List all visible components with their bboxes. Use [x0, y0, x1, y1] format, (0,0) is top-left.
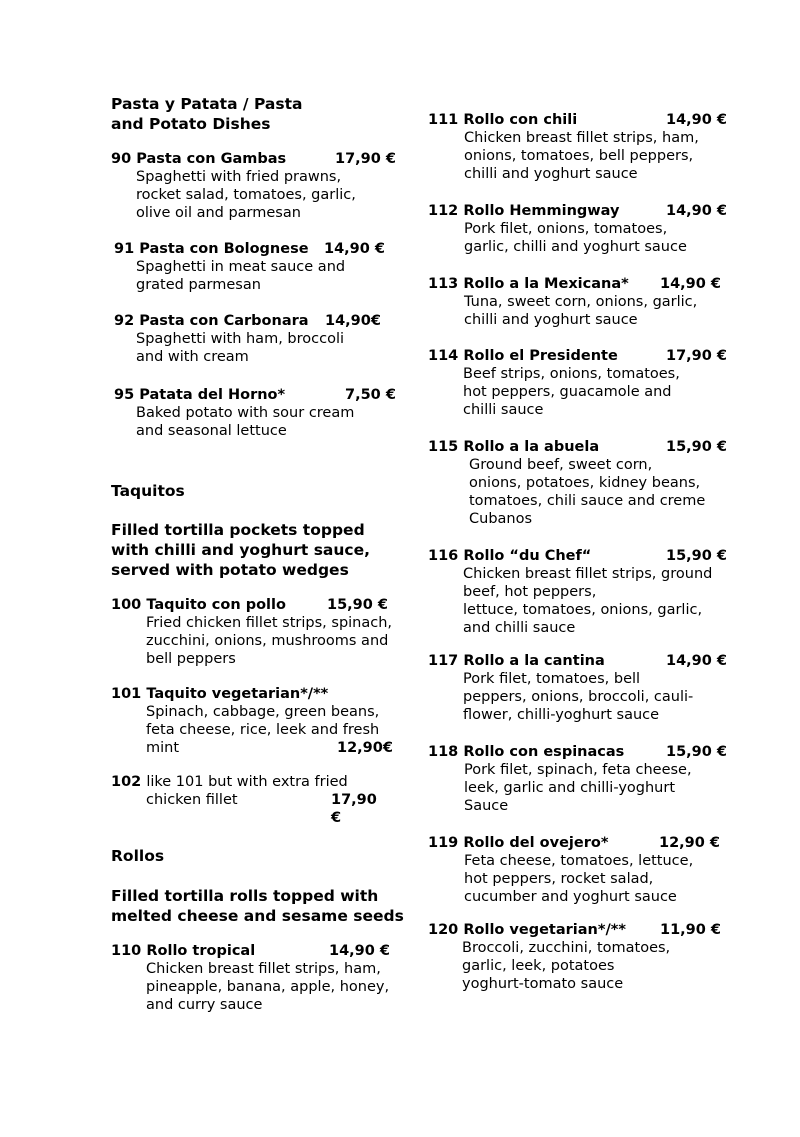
item-number: 90	[111, 151, 132, 167]
menu-item-119	[428, 834, 721, 906]
item-name: Rollo vegetarian*/**	[463, 922, 626, 938]
menu-item-100	[111, 596, 392, 668]
item-number: 111	[428, 112, 459, 128]
item-number: 112	[428, 203, 459, 219]
item-number: 113	[428, 276, 459, 292]
item-description: Pork filet, onions, tomatoes, garlic, chilli and yoghurt sauce	[464, 221, 687, 255]
item-number: 101	[111, 686, 142, 702]
rollos-heading: Rollos	[111, 847, 165, 865]
menu-item-91	[111, 240, 386, 294]
taquitos-heading: Taquitos	[111, 482, 185, 500]
menu-item-102	[111, 773, 377, 826]
item-name: Patata del Horno*	[139, 387, 286, 403]
item-name: Taquito vegetarian*/**	[146, 686, 329, 702]
item-number: 100	[111, 597, 142, 613]
item-name: Pasta con Gambas	[136, 151, 287, 167]
item-name: Rollo “du Chef“	[463, 548, 592, 564]
item-name: Rollo del ovejero*	[463, 835, 609, 851]
item-description: Ground beef, sweet corn, onions, potatoes, kidney beans, tomatoes, chili sauce and creme Cubanos	[469, 457, 706, 527]
item-name: Rollo con espinacas	[463, 744, 625, 760]
item-price: 14,90 €	[666, 653, 728, 669]
item-price: 17,90 €	[335, 151, 397, 167]
item-name: Rollo Hemmingway	[463, 203, 620, 219]
item-number: 115	[428, 439, 459, 455]
item-description: chicken fillet 17,90 €	[146, 792, 377, 826]
item-price: 17,90 €	[331, 792, 377, 826]
item-price: 14,90 €	[666, 112, 728, 128]
item-name: Rollo a la cantina	[463, 653, 605, 669]
item-price: 14,90 €	[660, 276, 722, 292]
item-number: 116	[428, 548, 459, 564]
menu-item-114	[428, 347, 728, 419]
menu-item-118	[428, 743, 728, 815]
item-price: 15,90 €	[327, 597, 389, 613]
item-description: Pork filet, tomatoes, bell peppers, onions, broccoli, cauli- flower, chilli-yoghurt sauce	[463, 671, 694, 723]
item-description: Feta cheese, tomatoes, lettuce, hot peppers, rocket salad, cucumber and yoghurt sauce	[464, 853, 694, 905]
item-number: 92	[114, 313, 135, 329]
taquitos-subheading: Filled tortilla pockets topped with chilli and yoghurt sauce, served with potato wedges	[111, 521, 371, 579]
menu-item-95	[111, 386, 396, 440]
item-description: Beef strips, onions, tomatoes, hot peppers, guacamole and chilli sauce	[463, 366, 680, 418]
item-description: Spinach, cabbage, green beans, feta cheese, rice, leek and fresh mint 12,90€	[146, 704, 393, 756]
menu-item-116	[428, 547, 728, 637]
item-description: Spaghetti with fried prawns, rocket salad, tomatoes, garlic, olive oil and parmesan	[136, 169, 356, 221]
item-name: Rollo a la Mexicana*	[463, 276, 629, 292]
item-price: 15,90 €	[666, 548, 728, 564]
item-description: Tuna, sweet corn, onions, garlic, chilli and yoghurt sauce	[464, 294, 698, 328]
item-number: 102	[111, 774, 142, 790]
menu-item-110	[111, 942, 389, 1014]
item-price: 15,90 €	[666, 439, 728, 455]
item-description: Pork filet, spinach, feta cheese, leek, garlic and chilli-yoghurt Sauce	[464, 762, 692, 814]
menu-item-92	[111, 312, 381, 366]
item-description: Broccoli, zucchini, tomatoes, garlic, leek, potatoes yoghurt-tomato sauce	[462, 940, 671, 992]
item-name: Rollo a la abuela	[463, 439, 600, 455]
item-price: 17,90 €	[666, 348, 728, 364]
menu-item-111	[428, 111, 728, 183]
item-number: 120	[428, 922, 459, 938]
rollos-subheading: Filled tortilla rolls topped with melted cheese and sesame seeds	[111, 887, 404, 925]
item-name: Pasta con Bolognese	[139, 241, 309, 257]
item-price: 14,90 €	[666, 203, 728, 219]
item-number: 117	[428, 653, 459, 669]
pasta-heading: Pasta y Patata / Pasta and Potato Dishes	[111, 95, 303, 133]
item-number: 91	[114, 241, 135, 257]
item-price: 12,90€	[337, 740, 393, 756]
menu-item-90	[111, 150, 397, 222]
item-number: 118	[428, 744, 459, 760]
item-number: 114	[428, 348, 459, 364]
item-price: 15,90 €	[666, 744, 728, 760]
item-description: Chicken breast fillet strips, ham, onions, tomatoes, bell peppers, chilli and yoghurt sauce	[464, 130, 699, 182]
menu-item-115	[428, 438, 728, 528]
item-name: Rollo con chili	[463, 112, 578, 128]
item-description: Chicken breast fillet strips, ground beef, hot peppers, lettuce, tomatoes, onions, garlic, and chilli sauce	[463, 566, 713, 636]
item-number: 95	[114, 387, 135, 403]
item-name: Taquito con pollo	[146, 597, 286, 613]
item-description: Fried chicken fillet strips, spinach, zucchini, onions, mushrooms and bell peppers	[146, 615, 393, 667]
item-price: 11,90 €	[660, 922, 722, 938]
item-name: like 101 but with extra fried	[146, 774, 348, 790]
item-name: Rollo el Presidente	[463, 348, 618, 364]
item-description: Spaghetti in meat sauce and grated parmesan	[136, 259, 346, 293]
menu-item-113	[428, 275, 722, 329]
item-price: 14,90€	[325, 313, 381, 329]
item-description: Chicken breast fillet strips, ham, pineapple, banana, apple, honey, and curry sauce	[146, 961, 390, 1013]
menu-item-101	[111, 685, 393, 757]
item-name: Rollo tropical	[146, 943, 256, 959]
item-name: Pasta con Carbonara	[139, 313, 309, 329]
menu-item-112	[428, 202, 728, 256]
item-number: 110	[111, 943, 142, 959]
item-price: 14,90 €	[324, 241, 386, 257]
item-price: 12,90 €	[659, 835, 721, 851]
menu-item-117	[428, 652, 728, 724]
item-price: 14,90 €	[329, 943, 391, 959]
menu-item-120	[428, 921, 722, 993]
item-description: Baked potato with sour cream and seasonal lettuce	[136, 405, 355, 439]
item-price: 7,50 €	[345, 387, 396, 403]
item-description: Spaghetti with ham, broccoli and with cream	[136, 331, 344, 365]
item-number: 119	[428, 835, 459, 851]
